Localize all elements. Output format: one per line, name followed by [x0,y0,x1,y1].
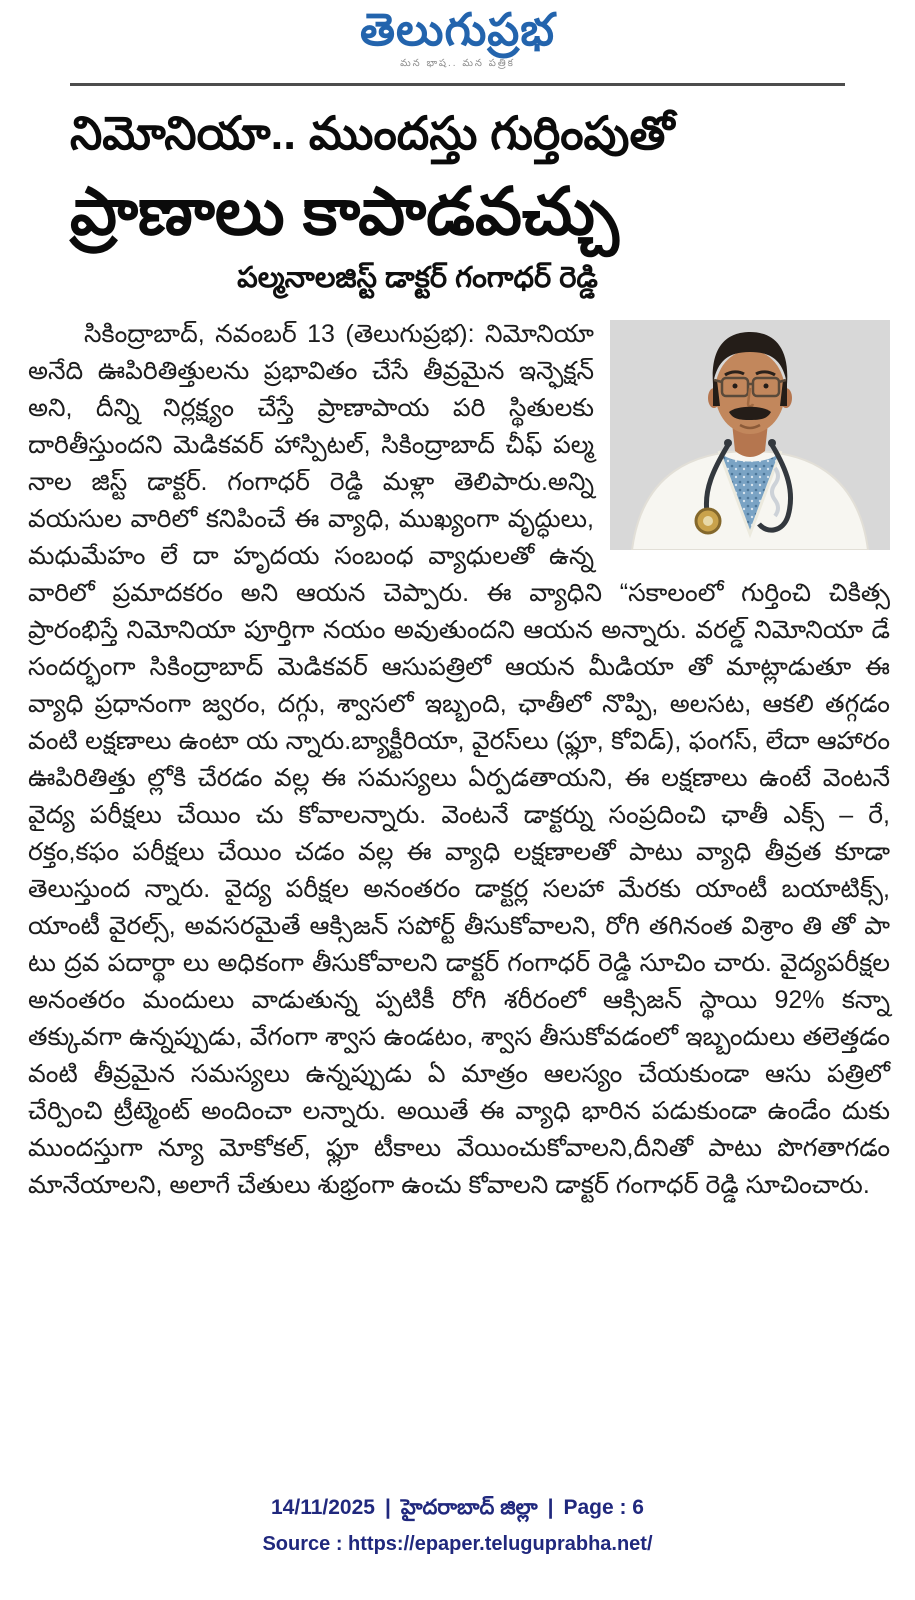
footer-page-number: Page : 6 [563,1496,644,1519]
doctor-portrait-illustration [610,320,890,550]
subheadline: పల్మనాలజిస్ట్ డాక్టర్ గంగాధర్ రెడ్డి [237,261,598,294]
footer-edition: హైదరాబాద్ జిల్లా [400,1496,538,1519]
masthead [0,0,915,71]
footer-source: Source : https://epaper.teluguprabha.net/ [262,1533,653,1556]
masthead-tagline: మన భాష.. మన పత్రిక [400,57,515,69]
doctor-photo [610,320,890,550]
footer-separator: | [547,1496,554,1519]
article-body [0,302,915,1204]
footer-date: 14/11/2025 [271,1496,375,1519]
headline-block [0,86,915,302]
footer-meta [0,1496,915,1519]
headline-line-1: నిమోనియా.. ముందస్తు గుర్తింపుతో [70,106,675,159]
page-footer [0,1496,915,1555]
masthead-title: తెలుగుప్రభ [359,4,556,55]
headline-line-2: ప్రాణాలు కాపాడవచ్చు [70,173,619,248]
footer-separator: | [384,1496,391,1519]
article-text: సికింద్రాబాద్, నవంబర్ 13 (తెలుగుప్రభ): నిమోనియా అనేది ఊపిరితిత్తులను ప్రభావితం చేసే తీవ్రమైన ఇన్ఫెక్షన్ అని, దీన్ని నిర్లక్ష్యం చేస్తే ప్రాణాపాయ పరి స్థితులకు దారితీస్తుందని మెడికవర్ హాస్పిటల్, సికింద్రాబాద్ చీఫ్ పల్మ నాల జిస్ట్ డాక్టర్. గంగాధర్ రెడ్డి మళ్లా తెలిపారు.అన్ని వయసుల వారిలో కనిపించే ఈ వ్యాధి, ముఖ్యంగా వృద్ధులు, మధుమేహం లే దా హృదయ సంబంధ వ్యాధులతో ఉన్న వారిలో ప్రమాదకరం అని ఆయన చెప్పారు. ఈ వ్యాధిని “సకాలంలో గుర్తించి చికిత్స ప్రారంభిస్తే నిమోనియా పూర్తిగా నయం అవుతుందని ఆయన అన్నారు. వరల్డ్ నిమోనియా డే సందర్భంగా సికింద్రాబాద్ మెడికవర్ ఆసుపత్రిలో ఆయన మీడియా తో మాట్లాడుతూ ఈ వ్యాధి ప్రధానంగా జ్వరం, దగ్గు, శ్వాసలో ఇబ్బంది, ఛాతీలో నొప్పి, అలసట, ఆకలి తగ్గడం వంటి లక్షణాలు ఉంటా య న్నారు.బ్యాక్టీరియా, వైరస్‌లు (ఫ్లూ, కోవిడ్), ఫంగస్, లేదా ఆహారం ఊపిరితిత్తు ల్లోకి చేరడం వల్ల ఈ సమస్యలు ఏర్పడతాయని, ఈ లక్షణాలు ఉంటే వెంటనే వైద్య పరీక్షలు చేయిం చు కోవాలన్నారు. వెంటనే డాక్టర్ను సంప్రదించి ఛాతీ ఎక్స్ – రే, రక్తం,కఫం పరీక్షలు చేయిం చడం వల్ల ఈ వ్యాధి లక్షణాలతో పాటు వ్యాధి తీవ్రత కూడా తెలుస్తుంద న్నారు. వైద్య పరీక్షల అనంతరం డాక్టర్ల సలహా మేరకు యాంటీ బయాటిక్స్, యాంటీ వైరల్స్, అవసరమైతే ఆక్సిజన్ సపోర్ట్ తీసుకోవాలని, రోగి తగినంత విశ్రాం తి తో పా టు ద్రవ పదార్థా లు అధికంగా తీసుకోవాలని డాక్టర్ గంగాధర్ రెడ్డి సూచిం చారు. వైద్యపరీక్షల అనంతరం మందులు వాడుతున్న ప్పటికీ రోగి శరీరంలో ఆక్సిజన్ స్థాయి 92% కన్నా తక్కువగా ఉన్నప్పుడు, వేగంగా శ్వాస ఉండటం, శ్వాస తీసుకోవడంలో ఇబ్బందులు తలెత్తడం వంటి తీవ్రమైన సమస్యలు ఉన్నప్పుడు ఏ మాత్రం ఆలస్యం చేయకుండా ఆసు పత్రిలో చేర్పించి ట్రీట్మెంట్ అందించా లన్నారు. అయితే ఈ వ్యాధి భారిన పడుకుండా ఉండేం దుకు ముందస్తుగా న్యూ మోకోకల్, ఫ్లూ టీకాలు వేయించుకోవాలని,దీనితో పాటు పొగతాగడం మానేయాలని, అలాగే చేతులు శుభ్రంగా ఉంచు కోవాలని డాక్టర్ గంగాధర్ రెడ్డి సూచించారు. [28,319,890,1199]
